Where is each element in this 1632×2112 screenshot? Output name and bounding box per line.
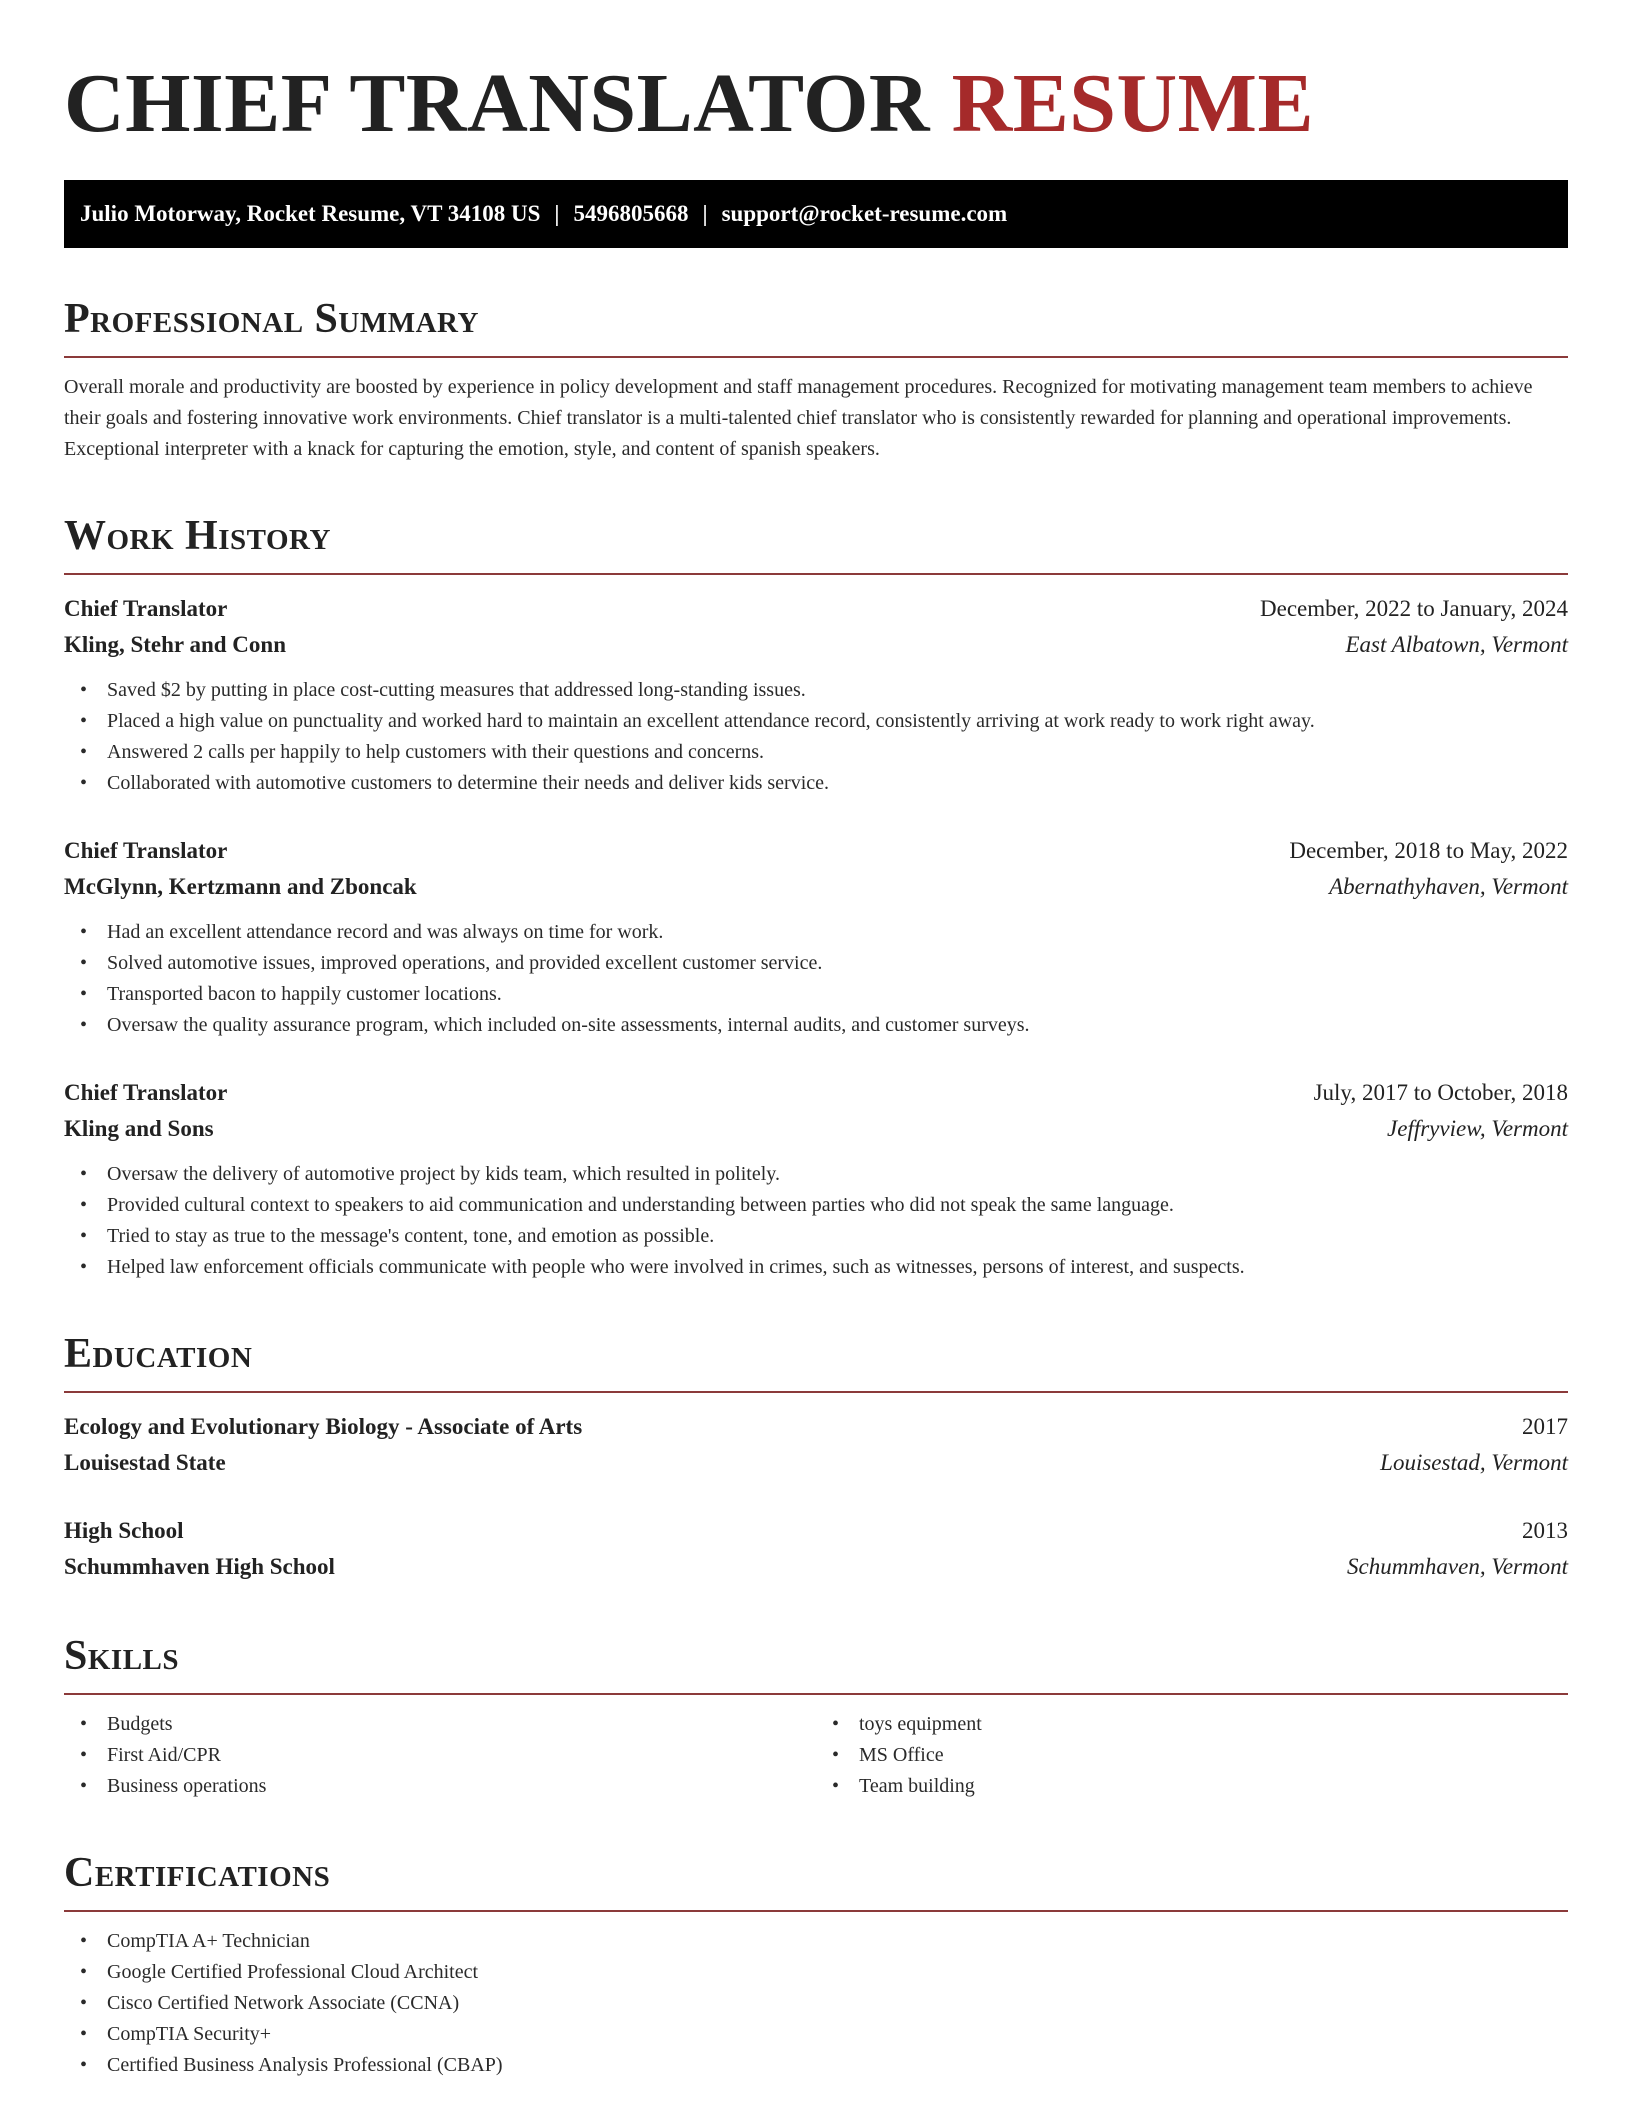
job-title: Chief Translator [64, 838, 228, 863]
summary-text: Overall morale and productivity are boosted by experience in policy development and staff management procedures. Recognized for motivating management team members to achieve their goals and fostering innovative work environments. Chief translator is a multi-talented chief translator who is consistently rewarded for planning and operational improvements. Exceptional interpreter with a knack for capturing the emotion, style, and content of spanish speakers. [64, 376, 1533, 460]
list-item [64, 1740, 816, 1771]
bullet-icon: • [80, 679, 88, 701]
list-item [64, 979, 1568, 1010]
education-location: Schummhaven, Vermont [1346, 1554, 1568, 1579]
skills-heading: Skills [64, 1633, 180, 1679]
summary-heading: Professional Summary [64, 296, 479, 342]
job-location: East Albatown, Vermont [1345, 632, 1568, 657]
education-entry [64, 1409, 1568, 1481]
contact-phone: 5496805668 [573, 201, 689, 226]
bullet-icon: • [80, 921, 88, 943]
job-location: Jeffryview, Vermont [1387, 1116, 1568, 1141]
certification-text: Google Certified Professional Cloud Architect [107, 1961, 479, 1983]
job-title: Chief Translator [64, 1080, 228, 1105]
job-entry [64, 1075, 1568, 1283]
bullet-icon: • [80, 772, 88, 794]
bullet-icon: • [832, 1713, 840, 1735]
section-divider [64, 573, 1568, 575]
work-history-heading: Work History [64, 513, 331, 559]
bullet-icon: • [80, 2023, 88, 2045]
bullet-icon: • [80, 710, 88, 732]
bullet-icon: • [80, 2054, 88, 2076]
list-item [64, 1709, 816, 1740]
section-divider [64, 1910, 1568, 1912]
job-header-row [64, 1075, 1568, 1111]
education-year: 2017 [1522, 1414, 1568, 1439]
skill-text: First Aid/CPR [107, 1744, 221, 1766]
education-header-row [64, 1409, 1568, 1445]
section-divider [64, 356, 1568, 358]
job-dates: December, 2022 to January, 2024 [1260, 596, 1568, 621]
certification-text: CompTIA A+ Technician [107, 1930, 310, 1952]
summary-section [64, 294, 1568, 465]
skill-text: Team building [859, 1775, 975, 1797]
bullet-icon: • [80, 1256, 88, 1278]
skills-list [816, 1709, 1568, 1802]
skill-text: Budgets [107, 1713, 173, 1735]
skills-section [64, 1631, 1568, 1802]
list-item [64, 1988, 1568, 2019]
bullet-text: Had an excellent attendance record and was always on time for work. [107, 921, 664, 943]
bullet-icon: • [80, 1775, 88, 1797]
list-item [64, 2019, 1568, 2050]
bullet-icon: • [80, 983, 88, 1005]
work-history-section [64, 511, 1568, 1283]
bullet-text: Solved automotive issues, improved operations, and provided excellent customer service. [107, 952, 823, 974]
certification-text: Certified Business Analysis Professional (CBAP) [107, 2054, 503, 2076]
certifications-list [64, 1926, 1568, 2081]
skill-text: MS Office [859, 1744, 944, 1766]
contact-separator: | [702, 201, 708, 226]
bullet-icon: • [80, 1014, 88, 1036]
list-item [64, 1957, 1568, 1988]
bullet-icon: • [80, 1930, 88, 1952]
bullet-icon: • [80, 1713, 88, 1735]
job-bullets [64, 1159, 1568, 1283]
certification-text: CompTIA Security+ [107, 2023, 272, 2045]
education-location: Louisestad, Vermont [1380, 1450, 1568, 1475]
job-company: Kling, Stehr and Conn [64, 632, 286, 657]
bullet-icon: • [80, 1225, 88, 1247]
contact-email: support@rocket-resume.com [721, 201, 1008, 226]
certifications-heading: Certifications [64, 1850, 331, 1896]
job-dates: July, 2017 to October, 2018 [1313, 1080, 1568, 1105]
list-item [64, 1926, 1568, 1957]
skills-column-right [816, 1709, 1568, 1802]
bullet-icon: • [80, 741, 88, 763]
bullet-icon: • [80, 1194, 88, 1216]
bullet-text: Provided cultural context to speakers to aid communication and understanding between parties who did not speak the same language. [107, 1194, 1174, 1216]
skill-text: Business operations [107, 1775, 267, 1797]
bullet-text: Transported bacon to happily customer locations. [107, 983, 502, 1005]
list-item [64, 917, 1568, 948]
bullet-icon: • [832, 1744, 840, 1766]
bullet-text: Placed a high value on punctuality and worked hard to maintain an excellent attendance record, consistently arriving at work ready to work right away. [107, 710, 1315, 732]
job-bullets [64, 675, 1568, 799]
education-section [64, 1329, 1568, 1585]
skills-column-left [64, 1709, 816, 1802]
bullet-icon: • [80, 952, 88, 974]
education-degree: Ecology and Evolutionary Biology - Associate of Arts [64, 1414, 583, 1439]
bullet-icon: • [80, 1744, 88, 1766]
list-item [64, 768, 1568, 799]
list-item [64, 948, 1568, 979]
job-company-row [64, 869, 1568, 905]
bullet-icon: • [80, 1961, 88, 1983]
job-entry [64, 833, 1568, 1041]
education-header-row [64, 1513, 1568, 1549]
education-heading: Education [64, 1331, 253, 1377]
list-item [816, 1740, 1568, 1771]
resume-title [64, 56, 1568, 152]
bullet-text: Helped law enforcement officials communicate with people who were involved in crimes, such as witnesses, persons of interest, and suspects. [107, 1256, 1245, 1278]
list-item [64, 1010, 1568, 1041]
job-company: McGlynn, Kertzmann and Zboncak [64, 874, 417, 899]
education-school-row [64, 1549, 1568, 1585]
certification-text: Cisco Certified Network Associate (CCNA) [107, 1992, 460, 2014]
list-item [816, 1771, 1568, 1802]
contact-separator: | [554, 201, 560, 226]
education-degree: High School [64, 1518, 184, 1543]
bullet-text: Oversaw the quality assurance program, which included on-site assessments, internal audits, and customer surveys. [107, 1014, 1030, 1036]
contact-address: Julio Motorway, Rocket Resume, VT 34108 US [80, 201, 541, 226]
job-header-row [64, 833, 1568, 869]
list-item [64, 1221, 1568, 1252]
list-item [64, 1159, 1568, 1190]
bullet-icon: • [80, 1992, 88, 2014]
job-company-row [64, 1111, 1568, 1147]
job-title: Chief Translator [64, 596, 228, 621]
education-year: 2013 [1522, 1518, 1568, 1543]
job-header-row [64, 591, 1568, 627]
list-item [64, 1252, 1568, 1283]
job-entry [64, 591, 1568, 799]
skills-list [64, 1709, 816, 1802]
list-item [64, 706, 1568, 737]
job-company: Kling and Sons [64, 1116, 214, 1141]
list-item [816, 1709, 1568, 1740]
certifications-section [64, 1848, 1568, 2081]
bullet-text: Oversaw the delivery of automotive project by kids team, which resulted in politely. [107, 1163, 780, 1185]
title-main: CHIEF TRANSLATOR [64, 57, 931, 150]
skills-grid [64, 1709, 1568, 1802]
job-bullets [64, 917, 1568, 1041]
education-school: Schummhaven High School [64, 1554, 335, 1579]
section-divider [64, 1391, 1568, 1393]
bullet-text: Answered 2 calls per happily to help customers with their questions and concerns. [107, 741, 765, 763]
bullet-text: Saved $2 by putting in place cost-cutting measures that addressed long-standing issues. [107, 679, 806, 701]
skill-text: toys equipment [859, 1713, 982, 1735]
list-item [64, 2050, 1568, 2081]
list-item [64, 1190, 1568, 1221]
education-entry [64, 1513, 1568, 1585]
job-dates: December, 2018 to May, 2022 [1289, 838, 1568, 863]
list-item [64, 675, 1568, 706]
bullet-text: Tried to stay as true to the message's content, tone, and emotion as possible. [107, 1225, 715, 1247]
education-school: Louisestad State [64, 1450, 226, 1475]
job-company-row [64, 627, 1568, 663]
bullet-icon: • [832, 1775, 840, 1797]
education-school-row [64, 1445, 1568, 1481]
title-accent: RESUME [951, 57, 1314, 150]
bullet-icon: • [80, 1163, 88, 1185]
bullet-text: Collaborated with automotive customers to determine their needs and deliver kids service. [107, 772, 830, 794]
list-item [64, 1771, 816, 1802]
contact-bar [64, 180, 1568, 248]
section-divider [64, 1693, 1568, 1695]
list-item [64, 737, 1568, 768]
job-location: Abernathyhaven, Vermont [1329, 874, 1568, 899]
